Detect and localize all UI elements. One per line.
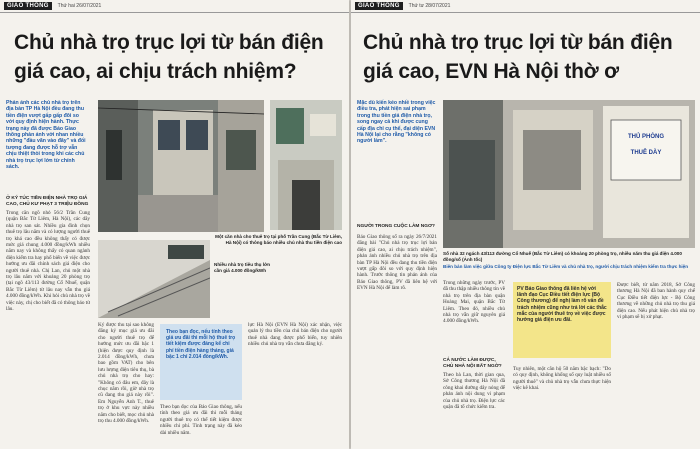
highlight-box: PV Báo Giao thông đã liên hệ với lãnh đạo Cục Điều tiết điện lực (Bộ Công thương) để nghị làm rõ vấn đề trách nhiệm cũng như trả lời các thắc mắc của người thuê trọ về việc được hưởng giá điện ưu đãi. — [513, 282, 611, 358]
sapo: Mặc dù kiến kéo nhiề trong việc điều tra, phát hiện sai phạm trong thu tiền giá điện nhà trọ, song ngay cả khi được cung cấp địa chỉ cụ thể, đại diện EVN Hà Nội lại cho rằng "không có người làm". — [357, 100, 436, 145]
body-column-4: Tuy nhiên, một căn hộ 50 năm bậc bạch: "Do có quy định, không khống số quy luật nhiều số người thuê" và chủ nhà trọ vẫn chưa thực hiện việc kê khai. — [513, 366, 611, 392]
newspaper-page-right — [351, 0, 700, 449]
issue-date: Thứ tư 28/07/2021 — [408, 3, 451, 9]
body-column-2: Trong những ngày trước, PV đã thu thập nhiều thông tin về nhà trọ trên địa bàn quận Hoàng Mai, quận Bắc Từ Liêm. Theo đó, nhiều chủ nhà trọ vẫn giữ nguyên giá 4.000 đồng/kWh. — [443, 280, 505, 325]
photo-caption: Một căn nhà cho thuê trọ tại phố Trần Cung (Bắc Từ Liêm, Hà Nội) có thông báo nhiều chủ nhà thu tiền điện cao — [215, 234, 342, 245]
issue-date: Thứ hai 26/07/2021 — [57, 3, 102, 9]
body-column-1: Báo Giao thông số ra ngày 26/7/2021 đăng bài "Chủ nhà trọ trục lợi bán điện giá cao, ai chịu trách nhiệm", phản ánh nhiều chủ nhà trọ trên địa bàn TP Hà Nội đều đang thu tiền điện vượt gấp đôi so với quy định hiện hành. Trước thông tin phản ánh của Báo Giao thông, PV đã liên hệ với EVN Hà Nội để làm rõ. — [357, 234, 437, 292]
photo-alley — [98, 100, 264, 232]
stairs-illustration — [98, 240, 210, 318]
building-illustration — [270, 100, 342, 230]
body-column-1: Trong căn ngõ nhỏ 56/2 Trần Cung (quận Bắc Từ Liêm, Hà Nội), các dãy nhà trọ san sát. Nhiều gia đình chọn thuê trọ lâu năm và có lượng người thuê trọ khá cao đều không thấy có được mức giá chung 4.000 đồng/kWh nhiều năm nay và không thấy có quan ngành điện kiểm tra hay phổ biến về việc được hưởng ưu đãi chính sách giá điện cho người thuê nhà. Chị Lan, chủ một nhà trọ lâu năm với khoảng 20 phòng trọ (tại ngõ 43/113 đường Cổ Nhuế, quận Bắc Từ Liêm) từ lâu nay vẫn thu giá 4.000 đồng/kWh. Khi hỏi chủ nhà trọ về việc này, chị cho biết đã có thông báo từ lâu. — [6, 210, 90, 313]
sign-title: THỦ PHÒNG — [628, 134, 664, 140]
body-column-3: Theo bạn đọc của Báo Giao thông, nếu tính theo giá ưu đãi thì mỗi tháng người thuê trọ có thể tiết kiệm được nhiều chi phí. Tình trạng này đã kéo dài nhiều năm. — [160, 404, 242, 436]
masthead — [351, 0, 700, 13]
body-column-3: Theo bà Lan, thời gian qua, Sở Công thương Hà Nội đã công khai đường dây nóng để phản ánh nội dung vi phạm của chủ nhà trọ. Điện lực các quận đã tổ chức kiểm tra. — [443, 372, 505, 411]
newspaper-logo: GIAO THÔNG — [355, 2, 403, 10]
section-subhead-2: CÁ NƯỚC LÀM ĐƯỢC, CHỦ NHÀ NỘI BẤT NGỜ? — [443, 358, 502, 369]
newspaper-page-left — [0, 0, 349, 449]
section-subhead: Ở KÝ TÚC TIỀN ĐIỆN NHÀ TRỌ GIÁ CAO, CHỦ KƯ PHẠT 3 TRIỆU ĐỒNG — [6, 196, 89, 207]
guesthouse-illustration — [443, 100, 695, 248]
info-box: Theo bạn đọc, nếu tính theo giá ưu đãi thì mỗi hộ thuê trọ tiết kiệm được đáng kể chi phí tiền điện hàng tháng, giá bậc 1 chỉ 2.014 đồng/kWh. — [160, 324, 242, 400]
photo-stairs — [98, 240, 210, 318]
masthead — [0, 0, 349, 13]
photo-building — [270, 100, 342, 230]
headline: Chủ nhà trọ trục lợi từ bán điện giá cao, ai chịu trách nhiệm? — [14, 31, 324, 83]
alley-illustration — [98, 100, 264, 232]
photo-guesthouse — [443, 100, 695, 248]
sign-subtitle: THUÊ DÀY — [630, 150, 662, 156]
headline: Chủ nhà trọ trục lợi từ bán điện giá cao, EVN Hà Nội thờ ơ — [363, 31, 673, 83]
photo-caption: Số nhà 32 ngách 43/113 đường Cổ Nhuế (Bắc Từ Liêm) có khoảng 20 phòng trọ, nhiều năm thu giá điện 4.000 đồng/số (Ảnh tốc) — [443, 251, 682, 262]
body-column-5: Được biết, từ năm 2018, Sở Công thương Hà Nội đã ban hành quy chế Cục Điều tiết điện lực - Bộ Công thương về những chủ nhà trọ thu giá điện cao. Nếu phát hiện chủ nhà trọ vi phạm sẽ bị xử phạt. — [617, 282, 695, 321]
newspaper-logo: GIAO THÔNG — [4, 2, 52, 10]
photo2-caption: Nhiều nhà trọ tiêu thụ lớn cần giá 4.000 đồng/kWh — [214, 262, 271, 273]
section-subhead-1: NGƯỜI TRONG CUỘC LÀM NGƠ? — [357, 224, 435, 229]
body-column-4: lực Hà Nội (EVN Hà Nội) xác nhận, việc quản lý thu tiền của chủ bán điện cho người thuê nhà đang được phổ biến, tuy nhiên nhiều chủ nhà trọ vẫn chưa đăng ký. — [248, 322, 342, 348]
sapo: Phản ánh các chủ nhà trọ trên địa bàn TP Hà Nội đều đang thu tiền điện vượt gấp gấp đôi so với quy định hiện hành. Thực trạng này đã được Báo Giao thông phản ánh với nhan nhiều những "đầu văn vào đây" và đối tượng đang được hỗ trợ vẫn chịu thiệt thòi trong khi các chủ nhà trọ trục lợi lớn từ chính sách. — [6, 100, 86, 171]
photo-subcaption: Biên bản làm việc giữa Công ty Điện lực Bắc Từ Liêm và chủ nhà trọ, người chịu trách nhiệm kiểm tra thực hiện — [443, 264, 689, 269]
body-column-2: Ký được thu tại sao không đăng ký mục giá ưu đãi cho người thuê trọ để hưởng mức ưu đãi bậc 1 (hiện được quy định là 2.014 đồng/kWh, chưa bao gồm VAT) cho bên lưu lượng điện tiêu thụ, bà chủ nhà trọ cho hay: "Không có đâu em, đây là chục năm rồi, giờ nhà trọ cũ đang thu giá này rồi". Em Nguyễn Anh T., thuê trọ ở khu vực này nhiều năm cho biết, mọc chủ nhà trọ thu 4.000 đồng/kWh. — [98, 322, 154, 425]
